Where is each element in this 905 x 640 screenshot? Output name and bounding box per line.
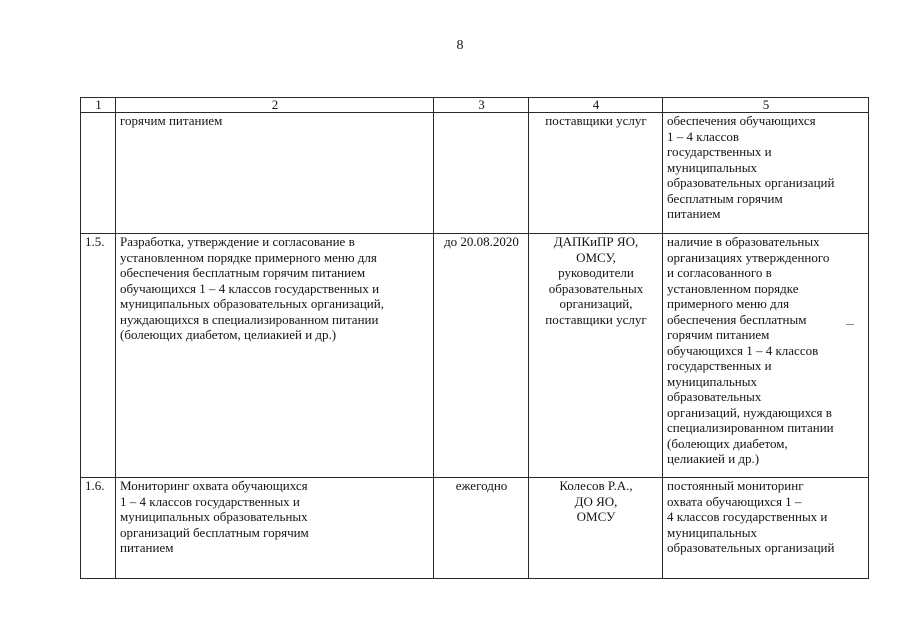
deadline-cell: ежегодно <box>434 478 529 579</box>
result-cell: обеспечения обучающихся 1 – 4 классов государственных и муниципальных образовательных организаций бесплатным горячим питанием <box>663 113 869 234</box>
column-header-4: 4 <box>529 98 663 113</box>
responsible-cell: ДАПКиПР ЯО, ОМСУ, руководители образовательных организаций, поставщики услуг <box>529 234 663 478</box>
activity-cell: Разработка, утверждение и согласование в установленном порядке примерного меню для обеспечения бесплатным горячим питанием обучающихся 1 – 4 классов государственных и муниципальных образовательных организаций, нуждающихся в специализированном питании (болеющих диабетом, целиакией и др.) <box>116 234 434 478</box>
table-row <box>81 478 869 579</box>
table-header-row <box>81 98 869 113</box>
scan-mark <box>846 324 854 325</box>
result-cell: наличие в образовательных организациях утвержденного и согласованного в установленном порядке примерного меню для обеспечения бесплатным горячим питанием обучающихся 1 – 4 классов государственных и муниципальных образовательных организаций, нуждающихся в специализированном питании (болеющих диабетом, целиакией и др.) <box>663 234 869 478</box>
activity-cell: Мониторинг охвата обучающихся 1 – 4 классов государственных и муниципальных образовательных организаций бесплатным горячим питанием <box>116 478 434 579</box>
page-number: 8 <box>456 38 464 53</box>
column-header-2: 2 <box>116 98 434 113</box>
result-cell: постоянный мониторинг охвата обучающихся 1 – 4 классов государственных и муниципальных образовательных организаций <box>663 478 869 579</box>
table-row <box>81 113 869 234</box>
deadline-cell <box>434 113 529 234</box>
responsible-cell: Колесов Р.А., ДО ЯО, ОМСУ <box>529 478 663 579</box>
responsible-cell: поставщики услуг <box>529 113 663 234</box>
action-plan-table <box>80 97 869 579</box>
column-header-3: 3 <box>434 98 529 113</box>
deadline-cell: до 20.08.2020 <box>434 234 529 478</box>
column-header-5: 5 <box>663 98 869 113</box>
column-header-1: 1 <box>81 98 116 113</box>
activity-cell: горячим питанием <box>116 113 434 234</box>
item-number-cell: 1.5. <box>81 234 116 478</box>
item-number-cell <box>81 113 116 234</box>
item-number-cell: 1.6. <box>81 478 116 579</box>
table-row <box>81 234 869 478</box>
